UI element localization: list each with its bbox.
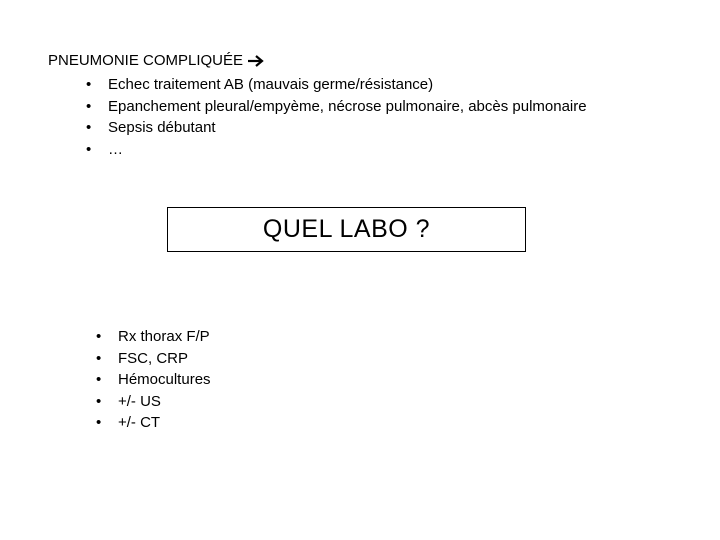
list-item bbox=[96, 412, 211, 434]
list-item bbox=[86, 74, 587, 96]
right-arrow-icon bbox=[247, 54, 265, 68]
list-item bbox=[86, 117, 587, 139]
investigations-list bbox=[96, 326, 211, 434]
bullet: • bbox=[96, 414, 102, 431]
bullet: • bbox=[96, 371, 102, 388]
bullet: • bbox=[86, 76, 92, 93]
question-box bbox=[167, 207, 526, 252]
list-item bbox=[96, 369, 211, 391]
slide-title bbox=[48, 52, 265, 69]
list-item bbox=[86, 139, 587, 161]
bullet: • bbox=[86, 119, 92, 136]
list-item-text: Hémocultures bbox=[118, 371, 211, 388]
list-item bbox=[96, 391, 211, 413]
list-item-text: Sepsis débutant bbox=[108, 119, 216, 136]
list-item bbox=[86, 96, 587, 118]
list-item-text: Echec traitement AB (mauvais germe/résistance) bbox=[108, 76, 434, 93]
list-item bbox=[96, 348, 211, 370]
list-item-text: +/- CT bbox=[118, 414, 161, 431]
bullet: • bbox=[96, 349, 102, 367]
list-item-text: Epanchement pleural/empyème, nécrose pulmonaire, abcès pulmonaire bbox=[108, 97, 587, 115]
complications-list bbox=[86, 74, 587, 160]
list-item bbox=[96, 326, 211, 348]
list-item-text: … bbox=[108, 140, 123, 158]
bullet: • bbox=[96, 328, 102, 345]
bullet: • bbox=[86, 97, 92, 115]
question-text: QUEL LABO ? bbox=[262, 215, 431, 243]
list-item-text: FSC, CRP bbox=[118, 349, 189, 367]
list-item-text: Rx thorax F/P bbox=[118, 328, 210, 345]
bullet: • bbox=[86, 140, 92, 158]
bullet: • bbox=[96, 392, 102, 410]
title-text: PNEUMONIE COMPLIQUÉE bbox=[48, 52, 244, 69]
list-item-text: +/- US bbox=[118, 392, 161, 410]
